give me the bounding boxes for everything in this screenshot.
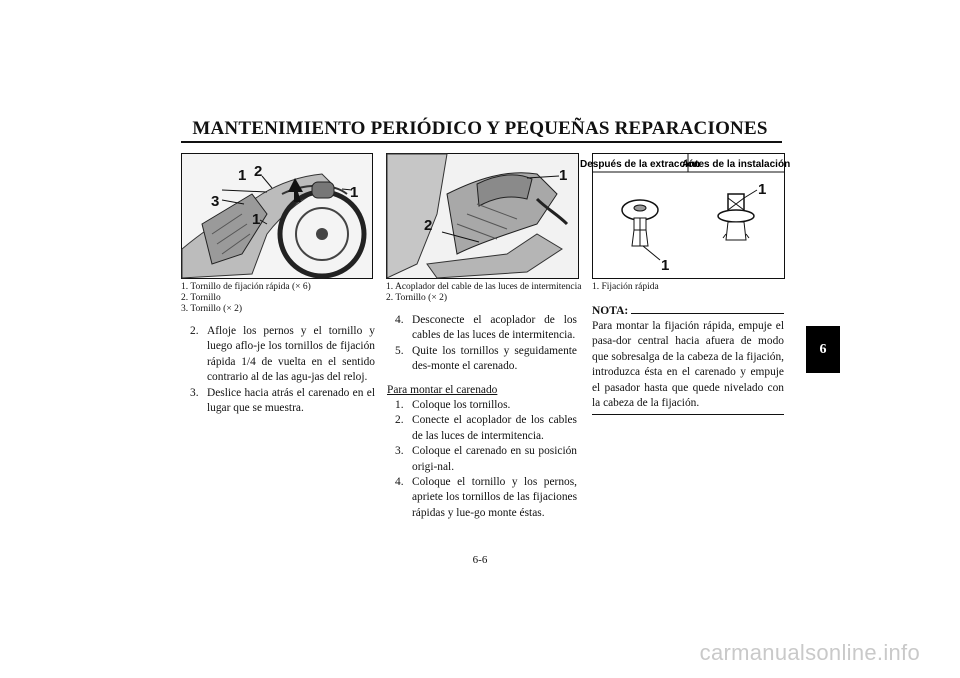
figure-quick-fastener	[579, 153, 791, 279]
header-after-removal: Después de la extracción	[579, 159, 701, 170]
page-number: 6-6	[472, 554, 488, 566]
fastener-installed-icon	[718, 190, 757, 240]
callout-3: 3	[211, 193, 220, 210]
callout-1c: 1	[350, 184, 359, 201]
nota-text: Para montar la fijación rápida, empuje el pasa-dor central hacia afuera de modo que sobresalga de la cabeza de la fijación, introduzca ésta en el carenado y empuje el pasador hasta que quede nivelado con la cabeza de la fijación.	[592, 320, 784, 410]
callout-1b: 1	[661, 257, 670, 274]
fastener-extended-icon	[622, 200, 660, 260]
caption: 2. Tornillo (× 2)	[386, 293, 447, 303]
nota-rule-top	[631, 313, 784, 314]
watermark: carmanualsonline.info	[699, 640, 920, 665]
fairing-illustration	[182, 154, 372, 278]
nota-block	[592, 305, 784, 415]
nota-rule-bottom	[592, 414, 784, 415]
step-item: 3. Deslice hacia atrás el carenado en el lugar que se muestra.	[190, 386, 375, 415]
coupler-illustration	[387, 154, 578, 278]
step-item: 5. Quite los tornillos y seguidamente des-monte el carenado.	[395, 344, 577, 373]
figure2-captions	[386, 282, 586, 304]
figure3-captions	[592, 282, 787, 293]
column1-steps	[190, 324, 375, 416]
page-title: MANTENIMIENTO PERIÓDICO Y PEQUEÑAS REPARACIONES	[192, 118, 768, 139]
chapter-tab: 6	[806, 326, 840, 373]
figure-fairing-screws	[181, 153, 373, 279]
fastener-illustration	[579, 154, 791, 278]
callout-2: 2	[424, 217, 433, 234]
caption: 1. Acoplador del cable de las luces de intermitencia	[386, 282, 582, 292]
callout-1a: 1	[758, 181, 767, 198]
step-item: 2. Conecte el acoplador de los cables de las luces de intermitencia.	[395, 414, 577, 442]
caption: 3. Tornillo (× 2)	[181, 304, 242, 314]
figure-turn-signal-coupler	[386, 153, 579, 279]
step-item: 3. Coloque el carenado en su posición origi-nal.	[395, 445, 577, 473]
mount-subheading: Para montar el carenado	[387, 383, 498, 396]
step-item: 4. Coloque el tornillo y los pernos, apriete los tornillos de las fijaciones rápidas y lue-go monte éstas.	[395, 476, 577, 519]
nota-heading-row	[592, 305, 784, 317]
nota-heading: NOTA:	[592, 305, 629, 317]
step-item: 4. Desconecte el acoplador de los cables de las luces de intermitencia.	[395, 314, 577, 342]
caption: 1. Tornillo de fijación rápida (× 6)	[181, 282, 311, 292]
callout-1b: 1	[252, 211, 261, 228]
caption: 1. Fijación rápida	[592, 282, 659, 292]
callout-2: 2	[254, 163, 263, 180]
header-before-install: Antes de la instalación	[681, 159, 791, 170]
step-item: 2. Afloje los pernos y el tornillo y luego aflo-je los tornillos de fijación rápida 1/4 de vuelta en el sentido contrario al de las agu-jas del reloj.	[190, 325, 375, 384]
callout-1a: 1	[238, 167, 247, 184]
column2-steps	[387, 313, 577, 521]
figure1-captions	[181, 282, 376, 315]
caption: 2. Tornillo	[181, 293, 221, 303]
step-item: 1. Coloque los tornillos.	[395, 399, 511, 412]
callout-1: 1	[559, 167, 568, 184]
title-rule	[181, 141, 782, 143]
